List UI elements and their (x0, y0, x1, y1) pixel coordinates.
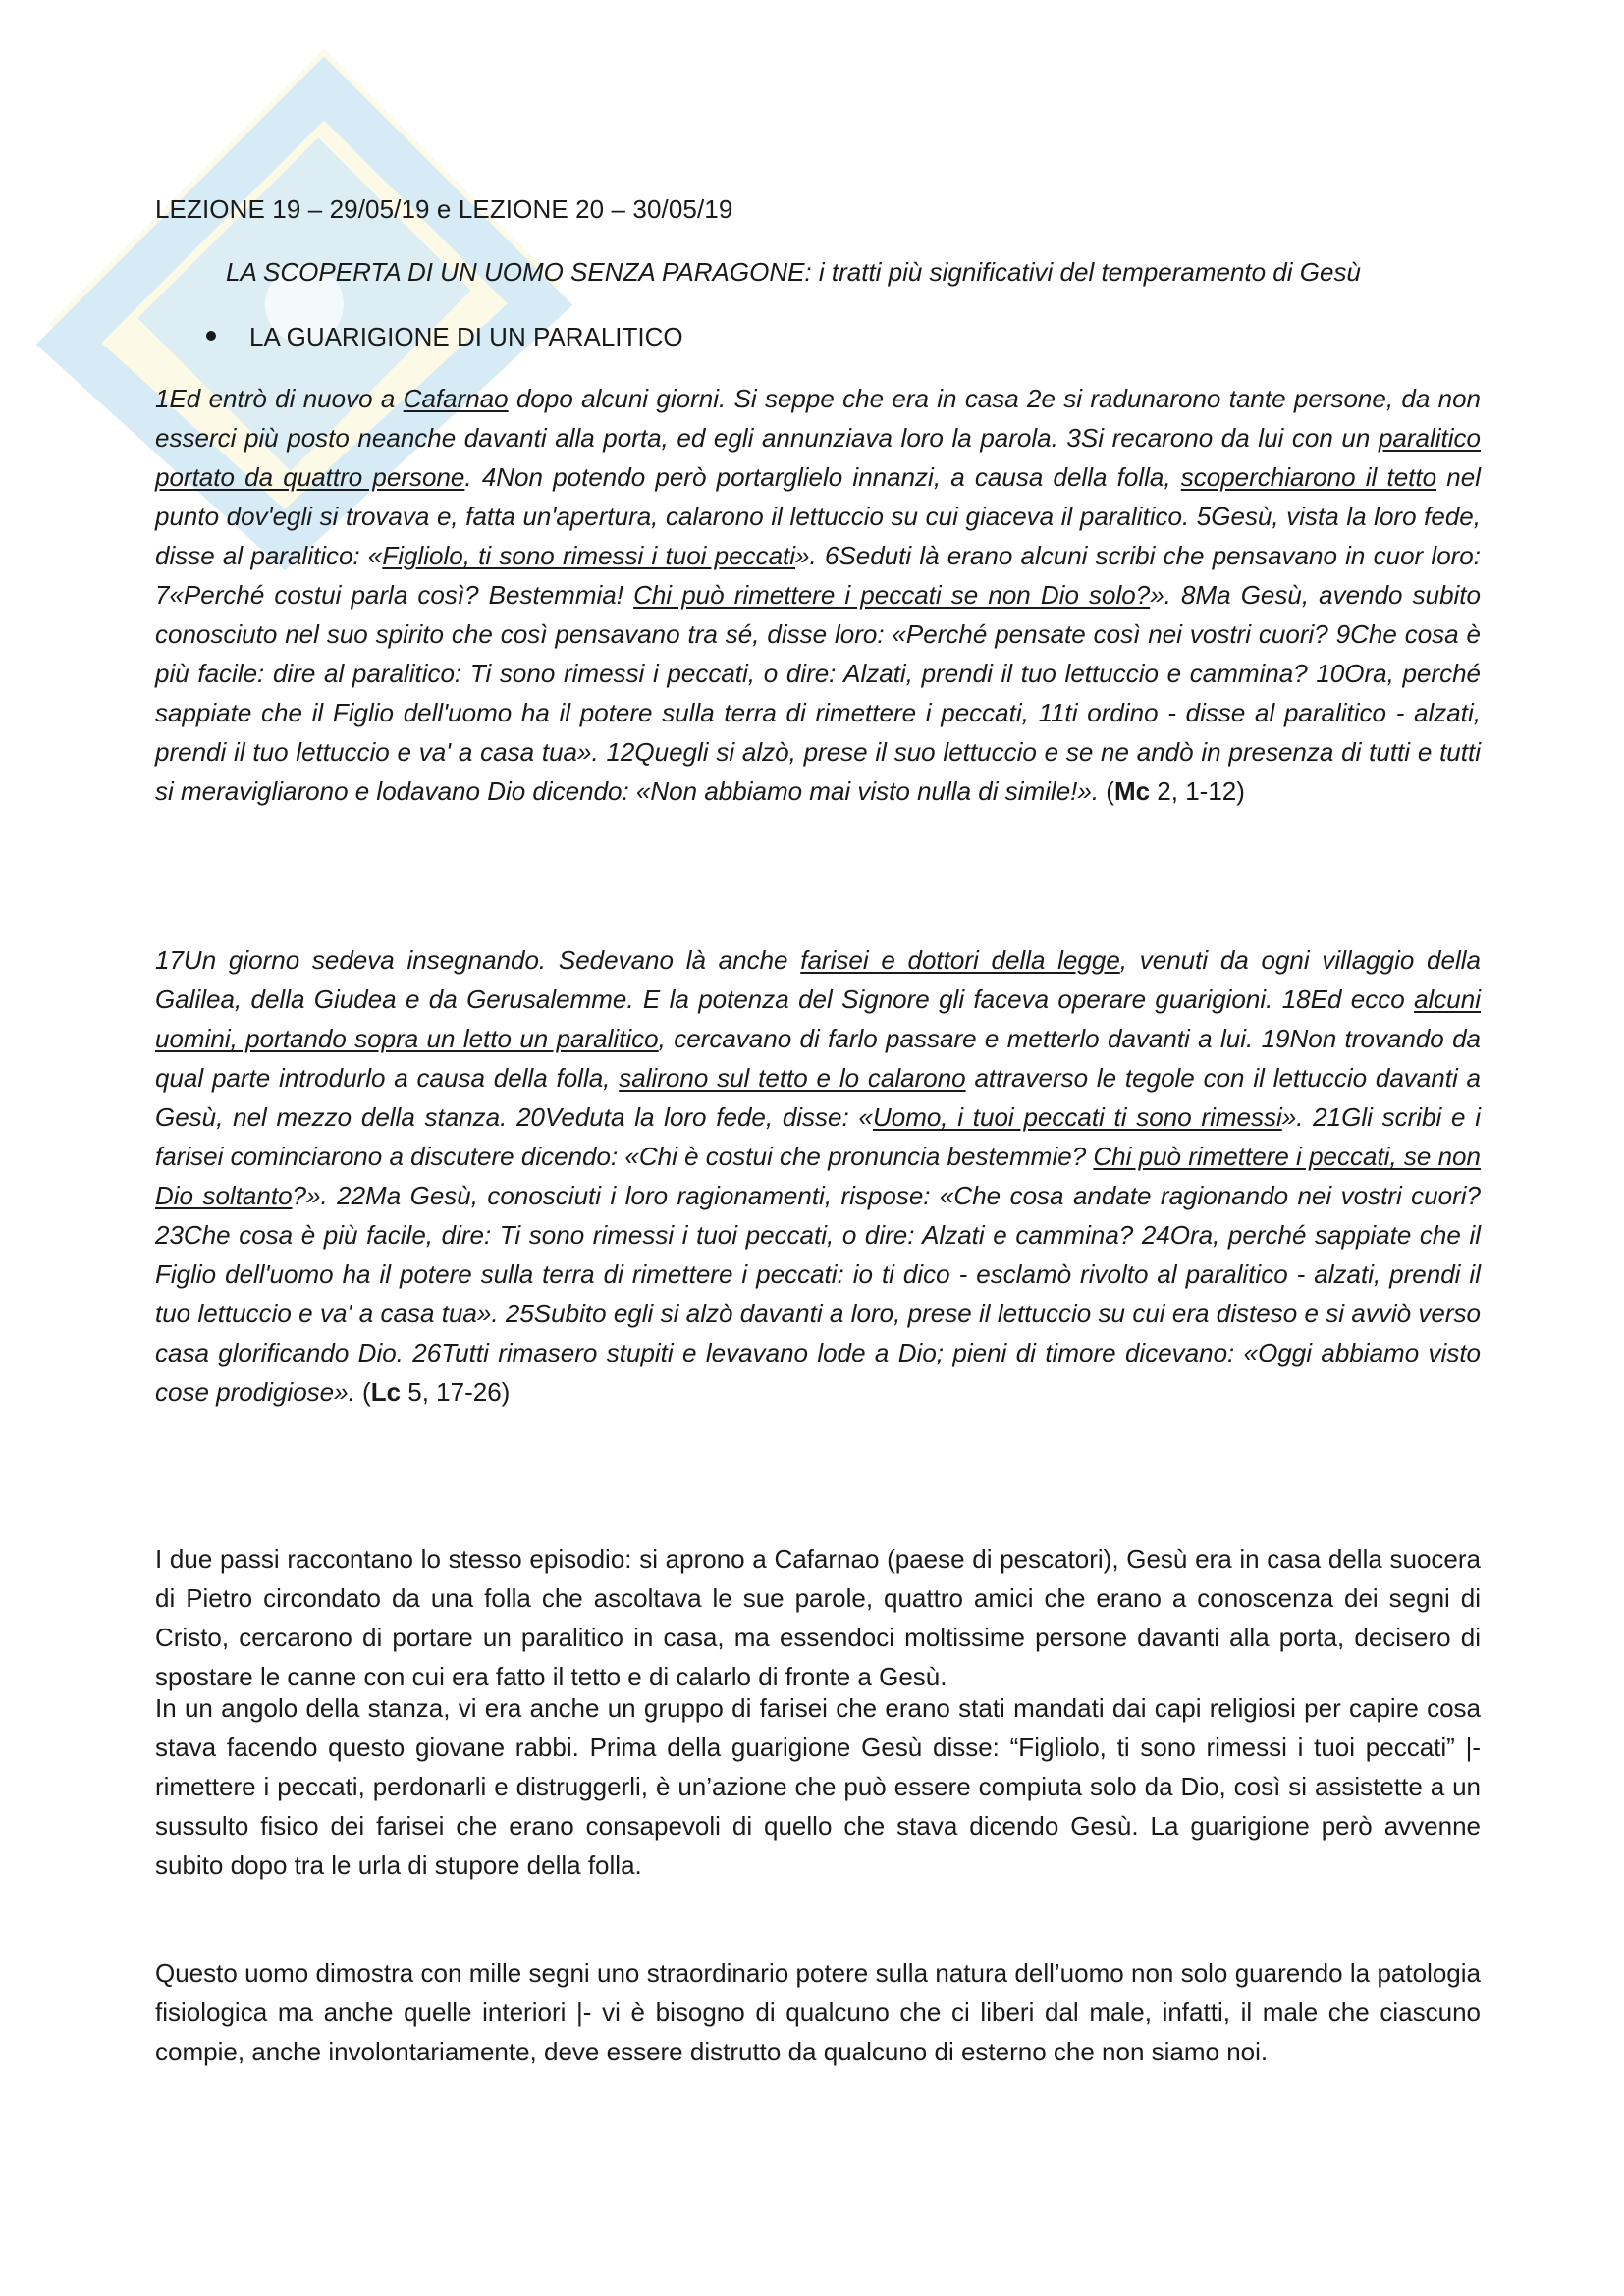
luke-underline-2: alcuni uomini, portando sopra un letto un paralitico (155, 985, 1481, 1053)
mark-text-1: 1Ed entrò di nuovo a (155, 384, 404, 413)
luke-underline-3: salirono sul tetto e lo calarono (619, 1063, 966, 1093)
luke-text-2: , venuti da ogni villaggio della Galilea, della Giudea e da Gerusalemme. E la potenza del Signore gli faceva operare guarigioni. 18Ed ecco (155, 945, 1481, 1014)
mark-underline-3: scoperchiarono il tetto (1180, 462, 1437, 492)
mark-underline-2: paralitico portato da quattro persone (155, 423, 1481, 492)
mark-text-3: . 4Non potendo però portarglielo innanzi, a causa della folla, (464, 462, 1181, 492)
luke-text-1: 17Un giorno sedeva insegnando. Sedevano là anche (155, 945, 801, 975)
mark-ref-verses: 2, 1-12) (1150, 776, 1245, 806)
bullet-dot-icon (206, 331, 216, 341)
commentary-paragraph-3: Questo uomo dimostra con mille segni uno straordinario potere sulla natura dell’uomo non solo guarendo la patologia fisiologica ma anche quelle interiori |- vi è bisogno di qualcuno che ci liberi dal male, infatti, il male che ciascuno compie, anche involontariamente, deve essere distrutto da qualcuno di esterno che non siamo noi. (155, 1958, 1481, 2066)
commentary-paragraph-1: I due passi raccontano lo stesso episodio: si aprono a Cafarnao (paese di pescatori), Gesù era in casa della suocera di Pietro circondato da una folla che ascoltava le sue parole, quattro amici che erano a conoscenza dei segni di Cristo, cercarono di portare un paralitico in casa, ma essendoci moltissime persone davanti alla porta, decisero di spostare le canne con cui era fatto il tetto e di calarlo di fronte a Gesù. (155, 1544, 1481, 1691)
luke-underline-1: farisei e dottori della legge (800, 945, 1120, 975)
mark-reference (1099, 776, 1245, 806)
mark-ref-open: ( (1099, 776, 1114, 806)
mark-text-2: dopo alcuni giorni. Si seppe che era in casa 2e si radunarono tante persone, da non esserci più posto neanche davanti alla porta, ed egli annunziava loro la parola. 3Si recarono da lui con un (155, 384, 1481, 453)
bullet-heading (206, 322, 683, 352)
luke-ref-open: ( (354, 1377, 371, 1407)
mark-text-6: ». 8Ma Gesù, avendo subito conosciuto nel suo spirito che così pensavano tra sé, disse loro: «Perché pensate così nei vostri cuori? 9Che cosa è più facile: dire al paralitico: Ti sono rimessi i peccati, o dire: Alzati, prendi il tuo lettuccio e cammina? 10Ora, perché sappiate che il Figlio dell'uomo ha il potere sulla terra di rimettere i peccati, 11ti ordino - disse al paralitico - alzati, prendi il tuo lettuccio e va' a casa tua». 12Quegli si alzò, prese il suo lettuccio e se ne andò in presenza di tutti e tutti si meravigliarono e lodavano Dio dicendo: «Non abbiamo mai visto nulla di simile!». (155, 580, 1481, 806)
luke-text-3: , cercavano di farlo passare e metterlo davanti a lui. 19Non trovando da qual parte introdurlo a causa della folla, (155, 1024, 1482, 1093)
section-subtitle: LA SCOPERTA DI UN UOMO SENZA PARAGONE: i tratti più significativi del temperamento di Gesù (226, 257, 1361, 287)
luke-text-4: attraverso le tegole con il lettuccio davanti a Gesù, nel mezzo della stanza. 20Veduta la loro fede, disse: « (155, 1063, 1482, 1132)
mark-text-5: ». 6Seduti là erano alcuni scribi che pensavano in cuor loro: 7«Perché costui parla così? Bestemmia! (155, 541, 1481, 610)
mark-underline-5: Chi può rimettere i peccati se non Dio solo? (633, 580, 1151, 610)
gospel-luke-passage (155, 940, 1481, 1412)
mark-text-4: nel punto dov'egli si trovava e, fatta un'apertura, calarono il lettuccio su cui giaceva il paralitico. 5Gesù, vista la loro fede, disse al paralitico: « (155, 462, 1481, 570)
luke-reference (355, 1377, 511, 1407)
luke-text-6: ?». 22Ma Gesù, conosciuti i loro ragionamenti, rispose: «Che cosa andate ragionando nei vostri cuori? 23Che cosa è più facile, dire: Ti sono rimessi i tuoi peccati, o dire: Alzati e cammina? 24Ora, perché sappiate che il Figlio dell'uomo ha il potere sulla terra di rimettere i peccati: io ti dico - esclamò rivolto al paralitico - alzati, prendi il tuo lettuccio e va' a casa tua». 25Subito egli si alzò davanti a loro, prese il lettuccio su cui era disteso e si avviò verso casa glorificando Dio. 26Tutti rimasero stupiti e levavano lode a Dio; pieni di timore dicevano: «Oggi abbiamo visto cose prodigiose». (155, 1181, 1481, 1407)
luke-underline-4: Uomo, i tuoi peccati ti sono rimessi (872, 1102, 1282, 1132)
bullet-heading-text: LA GUARIGIONE DI UN PARALITICO (249, 322, 683, 351)
luke-ref-book: Lc (370, 1377, 402, 1407)
mark-underline-4: Figliolo, ti sono rimessi i tuoi peccati (382, 541, 796, 570)
luke-text-5: ». 21Gli scribi e i farisei cominciarono a discutere dicendo: «Chi è costui che pronuncia bestemmie? (155, 1102, 1481, 1171)
luke-underline-5: Chi può rimettere i peccati, se non Dio soltanto (155, 1142, 1481, 1210)
mark-ref-book: Mc (1113, 776, 1151, 806)
luke-ref-verses: 5, 17-26) (401, 1377, 511, 1407)
lesson-title: LEZIONE 19 – 29/05/19 e LEZIONE 20 – 30/05/19 (155, 194, 733, 224)
mark-underline-1: Cafarnao (403, 384, 509, 413)
commentary-paragraph-2: In un angolo della stanza, vi era anche un gruppo di farisei che erano stati mandati dai capi religiosi per capire cosa stava facendo questo giovane rabbi. Prima della guarigione Gesù disse: “Figliolo, ti sono rimessi i tuoi peccati” |- rimettere i peccati, perdonarli e distruggerli, è un’azione che può essere compiuta solo da Dio, così si assistette a un sussulto fisico dei farisei che erano consapevoli di quello che stava dicendo Gesù. La guarigione però avvenne subito dopo tra le urla di stupore della folla. (155, 1693, 1481, 1880)
gospel-mark-passage (155, 379, 1481, 811)
